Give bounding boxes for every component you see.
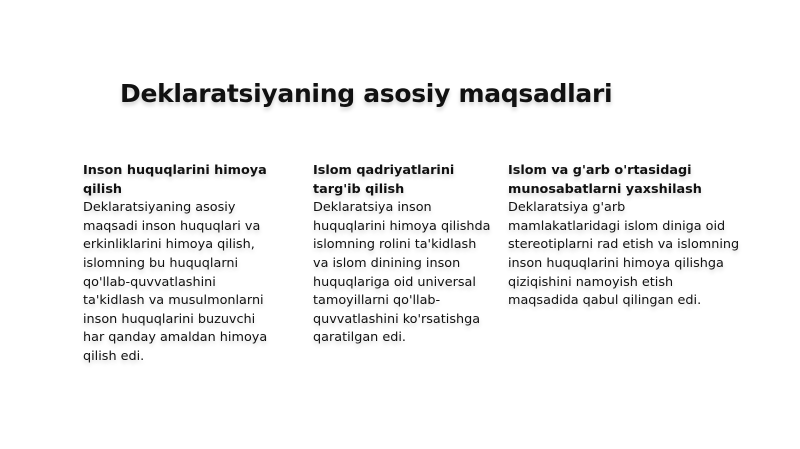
slide-title: Deklaratsiyaning asosiy maqsadlari	[120, 79, 613, 108]
column-islam-west-relations	[508, 162, 740, 311]
column-body: Deklaratsiyaning asosiy maqsadi inson huquqlari va erkinliklarini himoya qilish, islomning bu huquqlarni qo'llab-quvvatlashini ta'kidlash va musulmonlarni inson huquqlarini buzuvchi har qanday amaldan himoya qilish edi.	[83, 200, 268, 364]
column-heading: Inson huquqlarini himoya qilish	[83, 163, 267, 197]
column-human-rights	[83, 162, 269, 367]
column-heading: Islom va g'arb o'rtasidagi munosabatlarni yaxshilash	[508, 163, 702, 197]
column-body: Deklaratsiya g'arb mamlakatlaridagi islom diniga oid stereotiplarni rad etish va islomning inson huquqlarini himoya qilishga qiziqishini namoyish etish maqsadida qabul qilingan edi.	[508, 200, 740, 309]
column-heading: Islom qadriyatlarini targ'ib qilish	[313, 163, 455, 197]
column-body: Deklaratsiya inson huquqlarini himoya qilishda islomning rolini ta'kidlash va islom dinining inson huquqlariga oid universal tamoyillarni qo'llab-quvvatlashini ko'rsatishga qaratilgan edi.	[313, 200, 491, 346]
column-islamic-values	[313, 162, 493, 348]
